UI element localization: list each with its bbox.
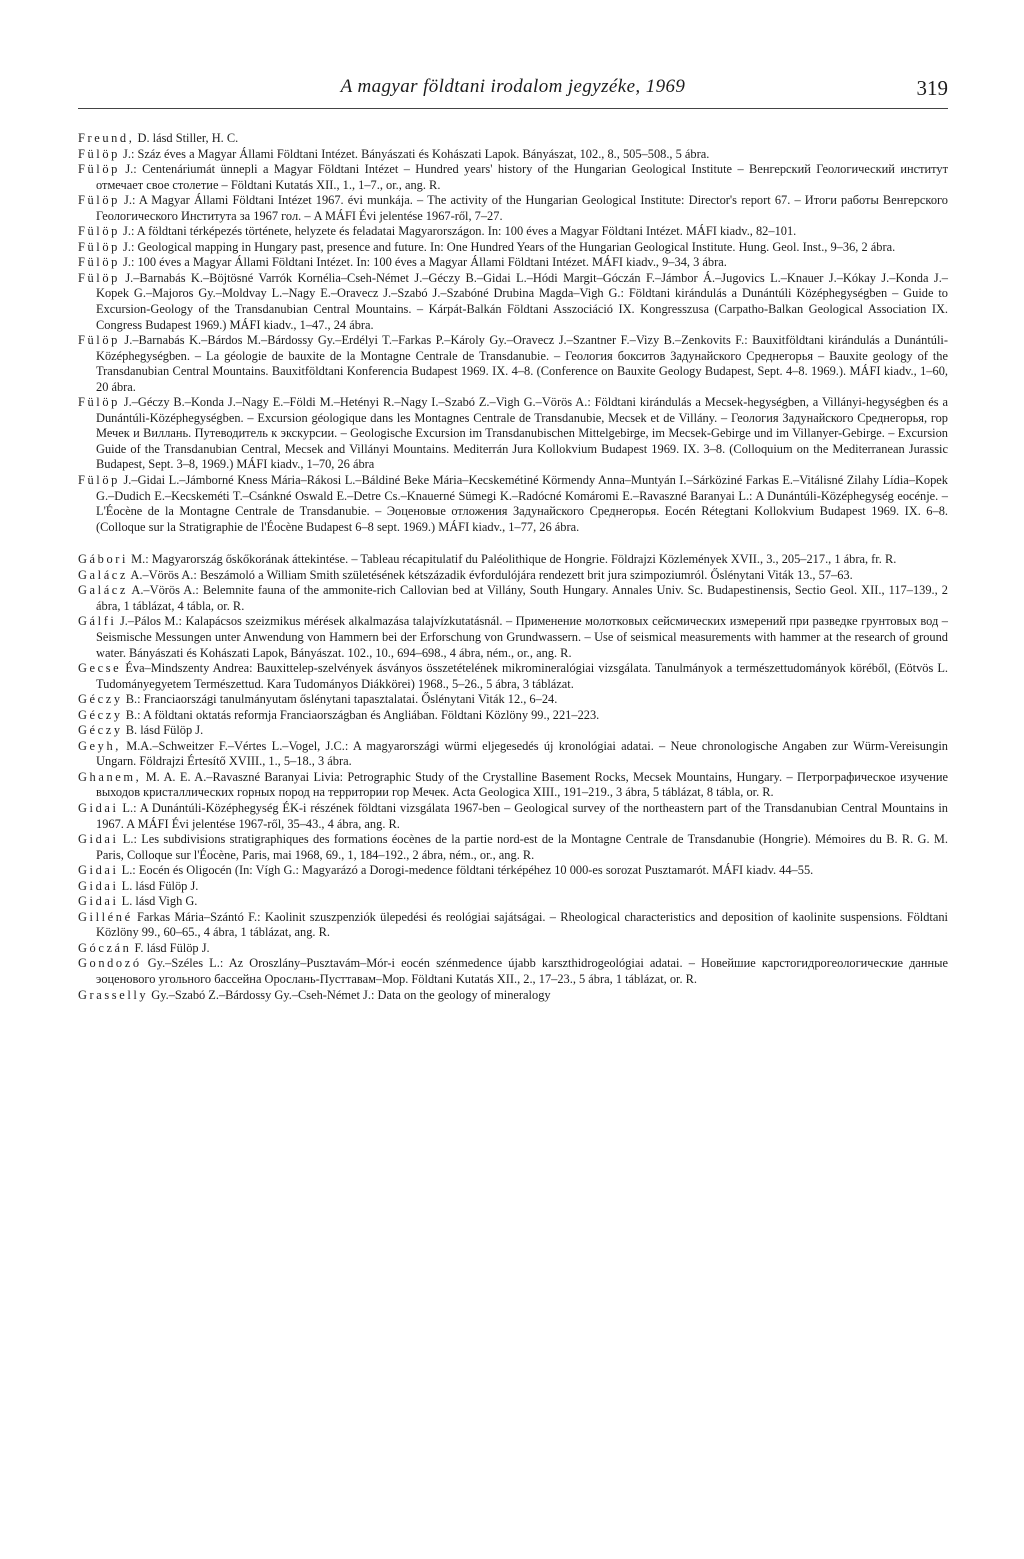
entry-author: Fülöp: [78, 473, 120, 488]
entry-text: J.–Gidai L.–Jámborné Kness Mária–Rákosi L.–Báldiné Beke Mária–Kecskemétiné Körmendy Anna–Muntyán I.–Sárköziné Farkas E.–Vitálisné Zilahy Lídia–Kopek G.–Dudich E.–Kecskeméti T.–Csánkné Oswald E.–Detre Cs.–Knauerné Sümegi K.–Radócné Komáromi E.–Ravaszné Baranyai L.: A Dunántúli-Középhegység eocénje. – L'Éocène de la Montagne Centrale de Transdanubie. – Эоценовые отложения Задунайского Среднегорья. Eocén Rétegtani Kollokvium Budapest 1969. IX. 6–8. (Colloque sur la Stratigraphie de l'Éocène Budapest 6–8 sept. 1969.) MÁFI kiadv., 1–77, 26 ábra.: [96, 473, 948, 534]
bibliography-entry: [78, 333, 948, 395]
bibliography-entry: [78, 568, 948, 584]
page-header: [78, 74, 948, 109]
entry-author: Fülöp: [78, 255, 120, 270]
bibliography-entry: [78, 224, 948, 240]
section-gap: [78, 535, 948, 552]
entry-text: J.: A földtani térképezés története, helyzete és feladatai Magyarországon. In: 100 éves a Magyar Földtani Intézet. MÁFI kiadv., 82–101.: [119, 224, 797, 239]
entry-author: Géczy: [78, 723, 123, 738]
entry-text: L.: A Dunántúli-Középhegység ÉK-i részének földtani vizsgálata 1967-ben – Geological survey of the northeastern part of the Transdanubian Central Mountains in 1967. A MÁFI Évi jelentése 1967-ről, 35–43., 4 ábra, ang. R.: [96, 800, 948, 831]
bibliography-entry: [78, 692, 948, 708]
entry-text: B.: Franciaországi tanulmányutam őslénytani tapasztalatai. Őslénytani Viták 12., 6–24.: [122, 692, 558, 707]
entry-text: Gy.–Szabó Z.–Bárdossy Gy.–Cseh-Német J.: Data on the geology of mineralogy: [148, 987, 551, 1002]
bibliography-entry: [78, 583, 948, 614]
entry-text: B. lásd Fülöp J.: [122, 723, 204, 738]
entry-author: Góczán: [78, 940, 132, 955]
entry-text: M.: Magyarország őskőkorának áttekintése. – Tableau récapitulatif du Paléolithique de Hongrie. Földrajzi Közlemények XVII., 3., 205–217., 1 ábra, fr. R.: [128, 552, 897, 567]
bibliography-entry: [78, 661, 948, 692]
entry-author: Gidai: [78, 800, 119, 815]
entry-author: Gidai: [78, 832, 119, 847]
entry-author: Fülöp: [78, 146, 120, 161]
entry-text: Gy.–Széles L.: Az Oroszlány–Pusztavám–Mór-i eocén szénmedence újabb karszthidrogeológiai adatai. – Новейшие карстогидрогеологические данные эоценового угольного бассейна Орослань-Пусттавам–Мор. Földtani Kutatás XII., 2., 17–23., 5 ábra, 1 táblázat, or. R.: [96, 956, 948, 986]
entry-author: Gidai: [78, 878, 119, 893]
bibliography-entry: [78, 894, 948, 910]
entry-author: Geyh,: [78, 738, 121, 753]
entry-author: Fülöp: [78, 224, 120, 239]
entry-author: Galácz: [78, 583, 128, 598]
bibliography-entry: [78, 162, 948, 193]
entry-text: L.: Eocén és Oligocén (In: Vígh G.: Magyarázó a Dorogi-medence földtani térképéhez 10 000-es sorozat Pusztamarót. MÁFI kiadv. 44–55.: [118, 863, 814, 878]
bibliography-entry: [78, 988, 948, 1004]
entry-text: F. lásd Fülöp J.: [131, 940, 210, 955]
bibliography-entry: [78, 271, 948, 333]
bibliography-entry: [78, 395, 948, 473]
entry-author: Fülöp: [78, 193, 120, 208]
entry-author: Fülöp: [78, 395, 120, 410]
entry-author: Gábori: [78, 552, 129, 567]
entry-text: B.: A földtani oktatás reformja Franciaországban és Angliában. Földtani Közlöny 99., 221–223.: [122, 707, 600, 722]
bibliography-entry: [78, 193, 948, 224]
bibliography-entry: [78, 739, 948, 770]
running-title: A magyar földtani irodalom jegyzéke, 1969: [340, 76, 686, 97]
entry-text: Éva–Mindszenty Andrea: Bauxittelep-szelvények ásványos összetételének mikromineralógiai vizsgálata. Tanulmányok a természettudományok köréből, (Eötvös L. Tudományegyetem Természettud. Kara Tudományos Diákkörei) 1968., 5–26., 5 ábra, 3 táblázat.: [96, 661, 948, 691]
entry-text: L. lásd Fülöp J.: [118, 878, 199, 893]
entry-author: Freund,: [78, 131, 135, 145]
entry-text: M. A. E. A.–Ravaszné Baranyai Livia: Petrographic Study of the Crystalline Basement Rocks, Mecsek Mountains, Hungary. – Петрографическое изучение выходов кристаллических горных пород на территории гор Мечек. Acta Geologica XIII., 191–219., 3 ábra, 5 táblázat, 8 tábla, or. R.: [96, 769, 948, 800]
bibliography-entry: [78, 801, 948, 832]
bibliography-entry: [78, 147, 948, 163]
entry-text: J.–Barnabás K.–Böjtösné Varrók Kornélia–Cseh-Német J.–Géczy B.–Gidai L.–Hódi Margit–Góczán F.–Jámbor Á.–Jugovics L.–Knauer J.–Kókay J.–Konda J.–Kopek G.–Majoros Gy.–Moldvay L.–Nagy E.–Oravecz J.–Szabó J.–Szabóné Drubina Magda–Vigh G.: Földtani kirándulás a Dunántúli Középhegységben – Guide to Excursion-Geology of the Transdanubian Central Mountains. – Kárpát-Balkán Földtani Asszociáció IX. Kongresszusa (Carpatho-Balkan Geological Association IX. Congress Budapest 1969.) MÁFI kiadv., 1–47., 24 ábra.: [96, 270, 948, 332]
entry-text: J.–Géczy B.–Konda J.–Nagy E.–Földi M.–Hetényi R.–Nagy I.–Szabó Z.–Vigh G.–Vörös A.: Földtani kirándulás a Mecsek-hegységben, a Villányi-hegységben és a Dunántúli-Középhegységben. – Excursion géologique dans les Montagnes Centrale de Transdanubie, Mecsek et de Villány. – Геология Задунайского Среднегорья, гор Мечек и Виллань. Путеводитель к экскурсии. – Geologische Excursion im Transdanubischen Mittelgebirge, im Mecsek-Gebirge und im Villanyer-Gebirge. – Excursion Guide of the Transdanubian Central, Mecsek and Villányi Mountains. Mediterrán Jura Kollokvium Budapest 1969. IX. 3–8. (Colloquium on the Mediterranean Jurassic Budapest, Sept. 3–8, 1969.) MÁFI kiadv., 1–70, 26 ábra: [96, 395, 948, 472]
entry-author: Gálfi: [78, 614, 117, 629]
bibliography-entry: [78, 956, 948, 987]
page-number: 319: [916, 76, 948, 100]
entry-author: Gidai: [78, 863, 119, 878]
entry-author: Fülöp: [78, 270, 120, 285]
entry-author: Ghanem,: [78, 769, 142, 784]
entry-author: Gecse: [78, 661, 122, 676]
entry-author: Gidai: [78, 894, 119, 909]
entry-text: M.A.–Schweitzer F.–Vértes L.–Vogel, J.C.: A magyarországi würmi eljegesedés új kronológiai adatai. – Neue chronologische Angaben zur Würm-Vereisungin Ungarn. Földrajzi Értesítő XVIII., 1., 5–18., 3 ábra.: [96, 738, 948, 769]
bibliography-entry: [78, 941, 948, 957]
bibliography-entry: [78, 240, 948, 256]
bibliography-entry: [78, 708, 948, 724]
bibliography-entry: [78, 614, 948, 661]
bibliography-list: [78, 131, 948, 1003]
entry-author: Fülöp: [78, 239, 120, 254]
bibliography-entry: [78, 255, 948, 271]
entry-text: D. lásd Stiller, H. C.: [134, 131, 239, 145]
entry-author: Fülöp: [78, 333, 120, 348]
bibliography-entry: [78, 473, 948, 535]
entry-text: A.–Vörös A.: Belemnite fauna of the ammonite-rich Callovian bed at Villány, South Hungary. Annales Univ. Sc. Budapestinensis, Sectio Geol. XII., 117–139., 2 ábra, 1 táblázat, 4 tábla, or. R.: [96, 583, 948, 613]
entry-text: J.–Pálos M.: Kalapácsos szeizmikus mérések alkalmazása talajvízkutatásnál. – Применение молотковых сейсмических измерений при разведке грунтовых вод – Seismische Messungen unter Anwendung von Hammern bei der Erforschung von Grundwassern. – Use of seismical measurements with hammer at the research of ground water. Bányászati és Kohászati Lapok, Bányászat. 102., 10., 694–698., 4 ábra, ném., or., ang. R.: [96, 614, 948, 660]
bibliography-entry: [78, 863, 948, 879]
entry-text: J.–Barnabás K.–Bárdos M.–Bárdossy Gy.–Erdélyi T.–Farkas P.–Károly Gy.–Oravecz J.–Szantner F.–Vizy B.–Zenkovits F.: Bauxitföldtani kirándulás a Dunántúli-Középhegységben. – La géologie de bauxite de la Montagne Centrale de Transdanubie. – Геология бокситов Задунайского Среднегорья – Bauxite geology of the Transdanubian Central Mountains. Bauxitföldtani Konferencia Budapest 1969. IX. 4–8. (Conference on Bauxite Geology Budapest, Sept. 4–8. 1969.). MÁFI kiadv., 1–60, 20 ábra.: [96, 333, 948, 394]
bibliography-entry: [78, 552, 948, 568]
entry-author: Géczy: [78, 707, 123, 722]
entry-text: L. lásd Vigh G.: [118, 894, 198, 909]
entry-author: Fülöp: [78, 162, 120, 177]
bibliography-entry: [78, 770, 948, 801]
entry-text: J.: 100 éves a Magyar Állami Földtani Intézet. In: 100 éves a Magyar Állami Földtani Intézet. MÁFI kiadv., 9–34, 3 ábra.: [119, 255, 727, 270]
entry-text: J.: Geological mapping in Hungary past, presence and future. In: One Hundred Years of the Hungarian Geological Institute. Hung. Geol. Inst., 9–36, 2 ábra.: [119, 239, 896, 254]
entry-author: Grasselly: [78, 987, 149, 1002]
entry-author: Géczy: [78, 692, 123, 707]
bibliography-entry: [78, 131, 948, 147]
entry-text: L.: Les subdivisions stratigraphiques des formations éocènes de la partie nord-est de la Montagne Centrale de Transdanubie (Hongrie). Mémoires du B. R. G. M. Paris, Colloque sur l'Éocène, Paris, mai 1968, 69., 1, 184–192., 2 ábra, ném., or., ang. R.: [96, 832, 948, 862]
entry-text: J.: A Magyar Állami Földtani Intézet 1967. évi munkája. – The activity of the Hungarian Geological Institute: Director's report 67. – Итоги работы Венгерского Геологического Института за 1967 гол. – A MÁFI Évi jelentése 1967-ről, 7–27.: [96, 193, 948, 223]
entry-text: J.: Száz éves a Magyar Állami Földtani Intézet. Bányászati és Kohászati Lapok. Bányászat, 102., 8., 505–508., 5 ábra.: [119, 146, 710, 161]
entry-text: J.: Centenáriumát ünnepli a Magyar Földtani Intézet – Hundred years' history of the Hungarian Geological Institute – Венгерский Геологический институт отмечает свое столетие – Földtani Kutatás XII., 1., 1–7., or., ang. R.: [96, 162, 948, 192]
entry-text: Farkas Mária–Szántó F.: Kaolinit szuszpenziók ülepedési és reológiai sajátságai. – Rheological characteristics and deposition of kaolinite suspensions. Földtani Közlöny 99., 60–65., 4 ábra, 1 táblázat, ang. R.: [96, 909, 948, 940]
bibliography-entry: [78, 879, 948, 895]
bibliography-entry: [78, 910, 948, 941]
entry-text: A.–Vörös A.: Beszámoló a William Smith születésének kétszázadik évfordulójára rendezett brit jura szimpoziumról. Őslénytani Viták 13., 57–63.: [128, 567, 853, 582]
entry-author: Gilléné: [78, 909, 133, 924]
bibliography-entry: [78, 832, 948, 863]
entry-author: Gondozó: [78, 956, 142, 971]
entry-author: Galácz: [78, 567, 128, 582]
bibliography-entry: [78, 723, 948, 739]
